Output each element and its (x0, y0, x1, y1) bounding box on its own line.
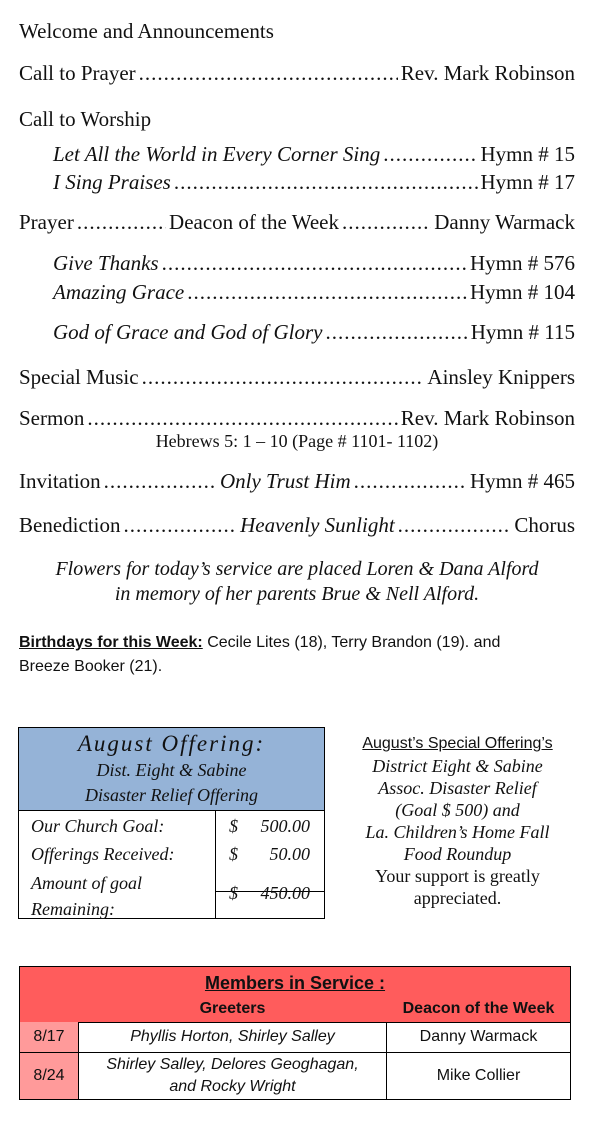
sermon-preacher: Rev. Mark Robinson (400, 406, 575, 430)
currency-symbol: $ (229, 816, 238, 836)
sermon-label: Sermon (19, 406, 85, 430)
greeters-names: Shirley Salley, Delores Geoghagan, (106, 1056, 359, 1073)
deacon-cell: Mike Collier (436, 1067, 521, 1084)
dot-leader (139, 61, 398, 86)
sermon-line (19, 406, 575, 431)
flowers-line-2: in memory of her parents Brue & Nell Alford. (114, 583, 480, 605)
flowers-line-1: Flowers for today’s service are placed Loren & Dana Alford (55, 558, 539, 580)
hymn-number: Hymn # 115 (470, 320, 575, 344)
greeters-column-header: Greeters (199, 1000, 266, 1017)
august-offering-title: August Offering: (77, 731, 266, 756)
dot-leader (342, 210, 431, 235)
special-offering-line: (Goal $ 500) and (395, 800, 520, 820)
offering-row-label: Our Church Goal: (31, 816, 165, 836)
dot-leader (104, 469, 217, 494)
birthdays (19, 631, 500, 679)
members-table-header (20, 967, 570, 1023)
flowers-note (19, 557, 575, 607)
august-offering-box (18, 727, 325, 919)
hymn-line (53, 251, 575, 276)
welcome-line (19, 19, 274, 44)
prayer-label: Prayer (19, 210, 74, 234)
invitation-hymn-number: Hymn # 465 (470, 469, 575, 493)
label-line-2: Remaining: (31, 899, 115, 919)
birthdays-list-cont: Breeze Booker (21). (19, 658, 163, 675)
benediction-label: Benediction (19, 513, 121, 537)
table-row (20, 1053, 570, 1099)
dot-leader (174, 170, 478, 195)
label-line-1: Amount of goal (31, 873, 142, 893)
benediction-line (19, 513, 575, 538)
special-music-label: Special Music (19, 365, 139, 389)
hymn-number: Hymn # 576 (470, 251, 575, 275)
offering-amount: 500.00 (260, 816, 310, 836)
support-line-2: appreciated. (413, 888, 502, 908)
august-offering-sub-2: Disaster Relief Offering (85, 785, 258, 805)
dot-leader (354, 469, 467, 494)
benediction-type: Chorus (514, 513, 575, 537)
invitation-hymn-title: Only Trust Him (219, 469, 351, 493)
hymn-title: Give Thanks (53, 251, 159, 275)
invitation-label: Invitation (19, 469, 101, 493)
dot-leader (162, 251, 467, 276)
offering-amount: 50.00 (269, 844, 310, 864)
special-offering-line: Food Roundup (403, 844, 512, 864)
welcome-label: Welcome and Announcements (19, 19, 274, 43)
prayer-line (19, 210, 575, 235)
deacon-column-header: Deacon of the Week (402, 1000, 555, 1017)
greeters-cell (79, 1053, 387, 1099)
hymn-number: Hymn # 15 (480, 142, 575, 166)
call-to-prayer-leader: Rev. Mark Robinson (400, 61, 575, 85)
support-line-1: Your support is greatly (375, 866, 540, 886)
special-music-performer: Ainsley Knippers (427, 365, 575, 389)
service-date: 8/17 (20, 1022, 79, 1052)
prayer-role: Deacon of the Week (169, 210, 339, 234)
special-offering-line: District Eight & Sabine (372, 756, 543, 776)
hymn-title: I Sing Praises (53, 170, 171, 194)
call-to-worship-line (19, 107, 151, 132)
birthdays-list: Cecile Lites (18), Terry Brandon (19). and (202, 634, 501, 651)
call-to-prayer-label: Call to Prayer (19, 61, 136, 85)
hymn-line (53, 320, 575, 345)
dot-leader (383, 142, 477, 167)
prayer-leader: Danny Warmack (434, 210, 576, 234)
call-to-worship-label: Call to Worship (19, 107, 152, 131)
greeters-cell (79, 1022, 387, 1052)
hymn-line (53, 280, 575, 305)
offering-row-label (31, 870, 142, 922)
special-offering-line: La. Children’s Home Fall (365, 822, 550, 842)
dot-leader (325, 320, 467, 345)
benediction-song: Heavenly Sunlight (240, 513, 395, 537)
sermon-scripture: Hebrews 5: 1 – 10 (Page # 1101- 1102) (155, 431, 439, 451)
hymn-title: God of Grace and God of Glory (53, 320, 323, 344)
special-offering-block (340, 733, 575, 909)
hymn-line (53, 170, 575, 195)
currency-symbol: $ (229, 883, 238, 903)
special-offering-heading: August’s Special Offering’s (362, 735, 553, 752)
call-to-prayer-line (19, 61, 575, 86)
dot-leader (398, 513, 512, 538)
dot-leader (142, 365, 425, 390)
dot-leader (87, 406, 397, 431)
currency-symbol: $ (229, 844, 238, 864)
dot-leader (77, 210, 166, 235)
hymn-number: Hymn # 104 (470, 280, 575, 304)
birthdays-heading: Birthdays for this Week: (19, 634, 203, 651)
invitation-line (19, 469, 575, 494)
members-in-service-table (19, 966, 571, 1100)
hymn-title: Let All the World in Every Corner Sing (53, 142, 381, 166)
column-divider (215, 811, 216, 918)
table-row (20, 1022, 570, 1053)
special-music-line (19, 365, 575, 390)
offering-row-label: Offerings Received: (31, 844, 175, 864)
service-date: 8/24 (20, 1053, 79, 1099)
dot-leader (123, 513, 237, 538)
dot-leader (187, 280, 467, 305)
greeters-names: Phyllis Horton, Shirley Salley (130, 1028, 335, 1045)
august-offering-sub-1: Dist. Eight & Sabine (96, 760, 247, 780)
offering-amount: 450.00 (260, 883, 310, 903)
hymn-title: Amazing Grace (53, 280, 185, 304)
deacon-cell: Danny Warmack (419, 1028, 538, 1045)
hymn-number: Hymn # 17 (480, 170, 575, 194)
greeters-names-cont: and Rocky Wright (169, 1078, 296, 1095)
hymn-line (53, 142, 575, 167)
special-offering-line: Assoc. Disaster Relief (378, 778, 537, 798)
members-table-title: Members in Service : (204, 973, 386, 993)
august-offering-header (19, 728, 324, 811)
